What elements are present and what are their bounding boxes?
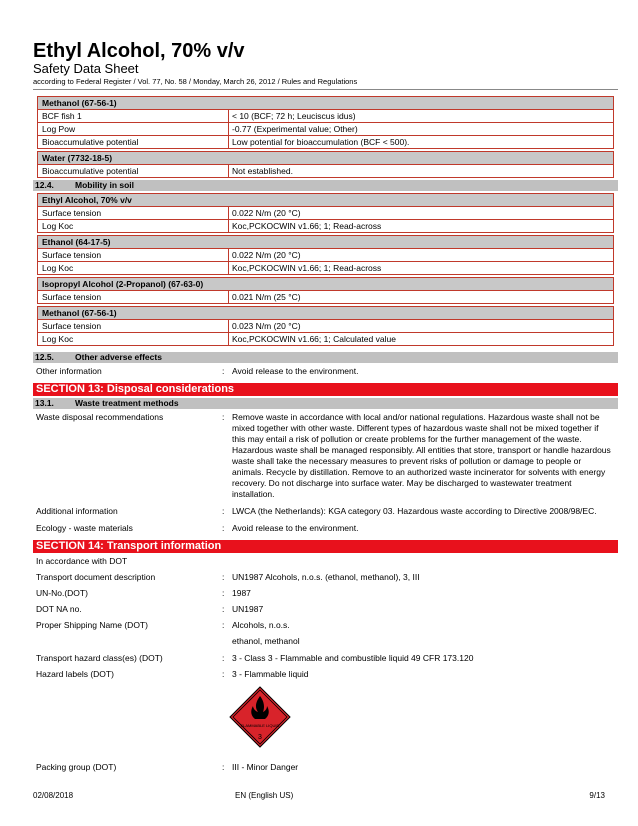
row-key: Transport hazard class(es) (DOT) bbox=[36, 653, 163, 663]
row-value: 3 - Flammable liquid bbox=[232, 669, 309, 679]
row-separator: : bbox=[222, 620, 225, 630]
table-row bbox=[38, 261, 613, 274]
flammable-liquid-placard-icon bbox=[229, 686, 291, 748]
subsection-label: Other adverse effects bbox=[75, 352, 162, 362]
row-key: Ecology - waste materials bbox=[36, 523, 133, 533]
bioaccumulation-tables bbox=[33, 96, 618, 178]
mobility-tables bbox=[33, 193, 618, 346]
document-title: Ethyl Alcohol, 70% v/v bbox=[33, 40, 245, 62]
table-row bbox=[38, 165, 613, 177]
row-value: -0.77 (Experimental value; Other) bbox=[232, 124, 358, 134]
row-value: UN1987 Alcohols, n.o.s. (ethanol, methanol), 3, III bbox=[232, 572, 420, 582]
row-key: Bioaccumulative potential bbox=[38, 136, 229, 148]
table-row bbox=[38, 207, 613, 219]
sds-page bbox=[33, 0, 618, 773]
subsection-12-5 bbox=[33, 352, 618, 363]
row-separator: : bbox=[222, 604, 225, 614]
row-key: Log Koc bbox=[38, 262, 229, 274]
row-value: UN1987 bbox=[232, 604, 264, 614]
table-row bbox=[38, 291, 613, 303]
row-key: UN-No.(DOT) bbox=[36, 588, 88, 598]
table-row bbox=[38, 332, 613, 345]
row-value: 0.022 N/m (20 °C) bbox=[232, 208, 301, 218]
table-row bbox=[38, 219, 613, 232]
row-key: Surface tension bbox=[38, 291, 229, 303]
row-key: In accordance with DOT bbox=[36, 556, 128, 566]
section-13-header: SECTION 13: Disposal considerations bbox=[33, 383, 618, 396]
row-value-group bbox=[232, 620, 618, 647]
table-row bbox=[38, 135, 613, 148]
row-separator: : bbox=[222, 506, 225, 516]
methanol-bioaccum-table bbox=[37, 96, 614, 149]
row-separator: : bbox=[222, 588, 225, 598]
ecology-waste-row bbox=[33, 523, 618, 534]
row-key: Surface tension bbox=[38, 249, 229, 261]
row-value: 0.022 N/m (20 °C) bbox=[232, 250, 301, 260]
row-value: Koc,PCKOCWIN v1.66; 1; Calculated value bbox=[232, 334, 396, 344]
row-separator: : bbox=[222, 523, 225, 533]
row-key: Surface tension bbox=[38, 320, 229, 332]
row-key: Surface tension bbox=[38, 207, 229, 219]
ethyl-alcohol-mobility-table bbox=[37, 193, 614, 233]
row-value: 3 - Class 3 - Flammable and combustible liquid 49 CFR 173.120 bbox=[232, 653, 474, 663]
row-key: Log Pow bbox=[38, 123, 229, 135]
row-value: III - Minor Danger bbox=[232, 762, 299, 772]
isopropyl-mobility-table bbox=[37, 277, 614, 304]
row-value: Koc,PCKOCWIN v1.66; 1; Read-across bbox=[232, 221, 382, 231]
methanol-mobility-table bbox=[37, 306, 614, 346]
subsection-12-4 bbox=[33, 180, 618, 191]
dot-intro bbox=[33, 556, 618, 567]
row-value: Avoid release to the environment. bbox=[232, 523, 359, 533]
row-value: Not established. bbox=[232, 166, 293, 176]
row-value: 0.021 N/m (25 °C) bbox=[232, 292, 301, 302]
hazard-labels-row bbox=[33, 669, 618, 680]
row-separator: : bbox=[222, 572, 225, 582]
table-title: Methanol (67-56-1) bbox=[38, 97, 613, 110]
row-value: Alcohols, n.o.s. bbox=[232, 620, 290, 630]
row-value: 0.023 N/m (20 °C) bbox=[232, 321, 301, 331]
additional-information-row bbox=[33, 506, 618, 517]
packing-group-row bbox=[33, 762, 618, 773]
row-separator: : bbox=[222, 669, 225, 679]
table-title: Isopropyl Alcohol (2-Propanol) (67-63-0) bbox=[38, 278, 613, 291]
page-footer bbox=[33, 791, 605, 800]
header-divider bbox=[33, 89, 618, 90]
footer-date: 02/08/2018 bbox=[33, 791, 74, 800]
row-key: Other information bbox=[36, 366, 102, 376]
row-value: < 10 (BCF; 72 h; Leuciscus idus) bbox=[232, 111, 356, 121]
dot-na-row bbox=[33, 604, 618, 615]
table-row bbox=[38, 110, 613, 122]
document-subtitle: Safety Data Sheet bbox=[33, 61, 139, 76]
section-14-header: SECTION 14: Transport information bbox=[33, 540, 618, 553]
waste-disposal-row bbox=[33, 412, 618, 500]
subsection-13-1 bbox=[33, 398, 618, 409]
row-key: Packing group (DOT) bbox=[36, 762, 117, 772]
row-separator: : bbox=[222, 412, 225, 422]
row-key: Bioaccumulative potential bbox=[38, 165, 229, 177]
row-key: Waste disposal recommendations bbox=[36, 412, 164, 422]
row-key: BCF fish 1 bbox=[38, 110, 229, 122]
row-value: Low potential for bioaccumulation (BCF < 500). bbox=[232, 137, 410, 147]
footer-page-number: 9/13 bbox=[589, 791, 605, 800]
table-title: Methanol (67-56-1) bbox=[38, 307, 613, 320]
transport-document-row bbox=[33, 572, 618, 583]
regulation-note: according to Federal Register / Vol. 77, No. 58 / Monday, March 26, 2012 / Rules and Regulations bbox=[33, 77, 358, 86]
subsection-number: 13.1. bbox=[35, 398, 54, 408]
row-key: Hazard labels (DOT) bbox=[36, 669, 114, 679]
row-value: Koc,PCKOCWIN v1.66; 1; Read-across bbox=[232, 263, 382, 273]
ethanol-mobility-table bbox=[37, 235, 614, 275]
subsection-number: 12.5. bbox=[35, 352, 54, 362]
row-value: Avoid release to the environment. bbox=[232, 366, 359, 376]
row-key: Proper Shipping Name (DOT) bbox=[36, 620, 148, 630]
row-separator: : bbox=[222, 762, 225, 772]
table-row bbox=[38, 320, 613, 332]
table-title: Water (7732-18-5) bbox=[38, 152, 613, 165]
row-value: Remove waste in accordance with local and/or national regulations. Hazardous waste shall not be mixed together with other waste. Different types of hazardous waste shall not be mixed together if this may entail a risk of pollution or create problems for the further management of the waste. Hazardous waste shall be managed responsibly. All entities that store, transport or handle hazardous waste shall take the necessary measures to prevent risks of pollution or damage to people or animals. Recycle by distillation. Remove to an authorized waste incinerator for solvents with energy recovery. Do not discharge into surface water. May be discharged to wastewater treatment installation. bbox=[232, 412, 611, 499]
row-separator: : bbox=[222, 366, 225, 376]
footer-language: EN (English US) bbox=[235, 791, 294, 800]
other-information-row bbox=[33, 366, 618, 377]
subsection-label: Mobility in soil bbox=[75, 180, 135, 190]
row-key: Log Koc bbox=[38, 220, 229, 232]
subsection-label: Waste treatment methods bbox=[75, 398, 179, 408]
row-key: Additional information bbox=[36, 506, 118, 516]
table-row bbox=[38, 122, 613, 135]
placard-label: FLAMMABLE LIQUID bbox=[240, 723, 280, 728]
row-value: LWCA (the Netherlands): KGA category 03. Hazardous waste according to Directive 2008/98/EC. bbox=[232, 506, 597, 516]
shipping-name-row bbox=[33, 620, 618, 647]
hazard-class-row bbox=[33, 653, 618, 664]
table-row bbox=[38, 249, 613, 261]
water-bioaccum-table bbox=[37, 151, 614, 178]
placard-class: 3 bbox=[258, 734, 262, 741]
row-value-secondary: ethanol, methanol bbox=[232, 636, 300, 646]
un-number-row bbox=[33, 588, 618, 599]
row-separator: : bbox=[222, 653, 225, 663]
subsection-number: 12.4. bbox=[35, 180, 54, 190]
row-key: Log Koc bbox=[38, 333, 229, 345]
row-key: Transport document description bbox=[36, 572, 156, 582]
table-title: Ethanol (64-17-5) bbox=[38, 236, 613, 249]
row-value: 1987 bbox=[232, 588, 251, 598]
row-key: DOT NA no. bbox=[36, 604, 82, 614]
table-title: Ethyl Alcohol, 70% v/v bbox=[38, 194, 613, 207]
